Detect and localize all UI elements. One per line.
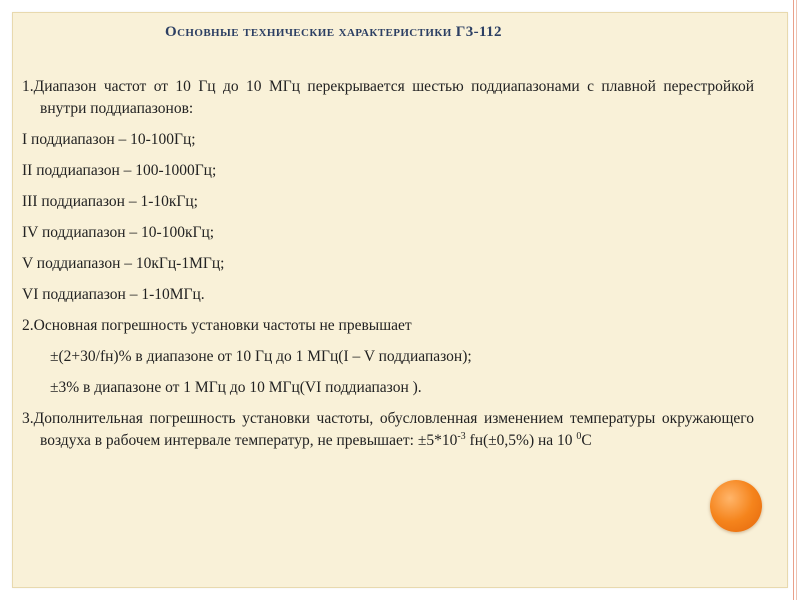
degree-sign: 0 bbox=[576, 431, 582, 442]
subrange-4: IV поддиапазон – 10-100кГц; bbox=[22, 224, 215, 241]
item-3-end: С bbox=[581, 432, 592, 449]
item-3-middle: fн(±0,5%) на 10 bbox=[465, 432, 577, 449]
subrange-3: III поддиапазон – 1-10кГц; bbox=[22, 193, 198, 210]
item-2-line-1: ±(2+30/fн)% в диапазоне от 10 Гц до 1 МГц(I – V поддиапазон); bbox=[50, 348, 472, 365]
item-3-main: 3.Дополнительная погрешность установки частоты, обусловленная изменением температуры окружающего воздуха в рабочем интервале температур, не превышает: ±5*10 bbox=[22, 410, 754, 449]
subrange-6: VI поддиапазон – 1-10МГц. bbox=[22, 286, 205, 303]
item-2-line-2: ±3% в диапазоне от 1 МГц до 10 МГц(VI поддиапазон ). bbox=[50, 379, 422, 396]
decorative-orb-icon bbox=[710, 480, 762, 532]
slide-content bbox=[22, 76, 754, 452]
slide-title: Основные технические характеристики Г3-112 bbox=[165, 24, 502, 40]
decorative-line bbox=[793, 0, 794, 600]
item-1-text: 1.Диапазон частот от 10 Гц до 10 МГц перекрывается шестью поддиапазонами с плавной перестройкой внутри поддиапазонов: bbox=[22, 78, 754, 117]
item-3-text bbox=[22, 408, 754, 452]
item-2-text: 2.Основная погрешность установки частоты не превышает bbox=[22, 317, 412, 334]
item-3-exponent: -3 bbox=[457, 431, 466, 442]
decorative-line bbox=[796, 0, 797, 600]
subrange-2: II поддиапазон – 100-1000Гц; bbox=[22, 162, 217, 179]
subrange-1: I поддиапазон – 10-100Гц; bbox=[22, 131, 196, 148]
subrange-5: V поддиапазон – 10кГц-1МГц; bbox=[22, 255, 225, 272]
